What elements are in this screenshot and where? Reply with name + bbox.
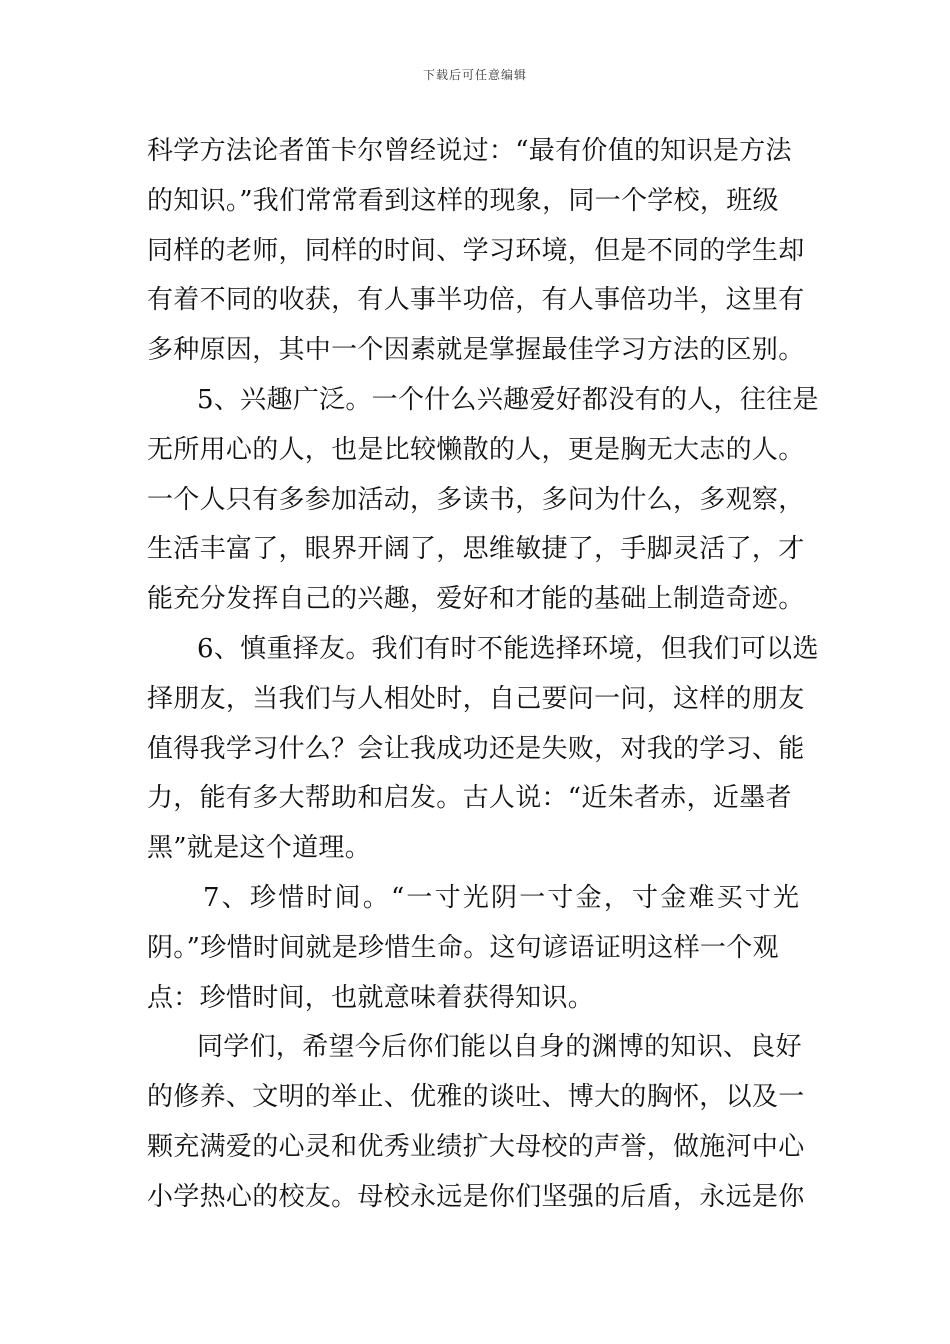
text-line: 同样的老师，同样的时间、学习环境，但是不同的学生却 (147, 235, 805, 266)
paragraph-start-line: 5、兴趣广泛。一个什么兴趣爱好都没有的人，往往是 (197, 384, 819, 415)
text-line: 点：珍惜时间，也就意味着获得知识。 (147, 982, 595, 1013)
text-line: 生活丰富了，眼界开阔了，思维敏捷了，手脚灵活了，才 (147, 534, 805, 565)
text-line: 能充分发挥自己的兴趣，爱好和才能的基础上制造奇迹。 (147, 584, 805, 615)
text-line: 黑”就是这个道理。 (147, 833, 371, 864)
paragraph-start-line: 同学们，希望今后你们能以自身的渊博的知识、良好 (197, 1032, 802, 1063)
text-line: 值得我学习什么？会让我成功还是失败，对我的学习、能 (147, 733, 805, 764)
page-header: 下载后可任意编辑 (422, 68, 527, 82)
text-line: 的修养、文明的举止、优雅的谈吐、博大的胸怀，以及一 (147, 1082, 805, 1113)
paragraph-start-line: 6、慎重择友。我们有时不能选择环境，但我们可以选 (197, 633, 819, 664)
text-line: 小学热心的校友。母校永远是你们坚强的后盾，永远是你 (147, 1181, 805, 1212)
text-line: 多种原因，其中一个因素就是掌握最佳学习方法的区别。 (147, 335, 805, 366)
text-line: 一个人只有多参加活动，多读书，多问为什么，多观察， (147, 484, 805, 515)
text-line: 无所用心的人，也是比较懒散的人，更是胸无大志的人。 (147, 434, 805, 465)
body-text (147, 127, 819, 1223)
text-line: 择朋友，当我们与人相处时，自己要问一问，这样的朋友 (147, 683, 805, 714)
text-line: 的知识。”我们常常看到这样的现象，同一个学校，班级 (147, 185, 779, 216)
text-line: 力，能有多大帮助和启发。古人说：“近朱者赤，近墨者 (147, 783, 792, 814)
text-line: 颗充满爱的心灵和优秀业绩扩大母校的声誉，做施河中心 (147, 1131, 805, 1162)
text-line: 科学方法论者笛卡尔曾经说过：“最有价值的知识是方法 (147, 136, 792, 166)
text-line: 阴。”珍惜时间就是珍惜生命。这句谚语证明这样一个观 (147, 932, 779, 963)
paragraph-start-line: 7、珍惜时间。“一寸光阴一寸金，寸金难买寸光 (203, 882, 802, 913)
text-line: 有着不同的收获，有人事半功倍，有人事倍功半，这里有 (147, 285, 805, 316)
